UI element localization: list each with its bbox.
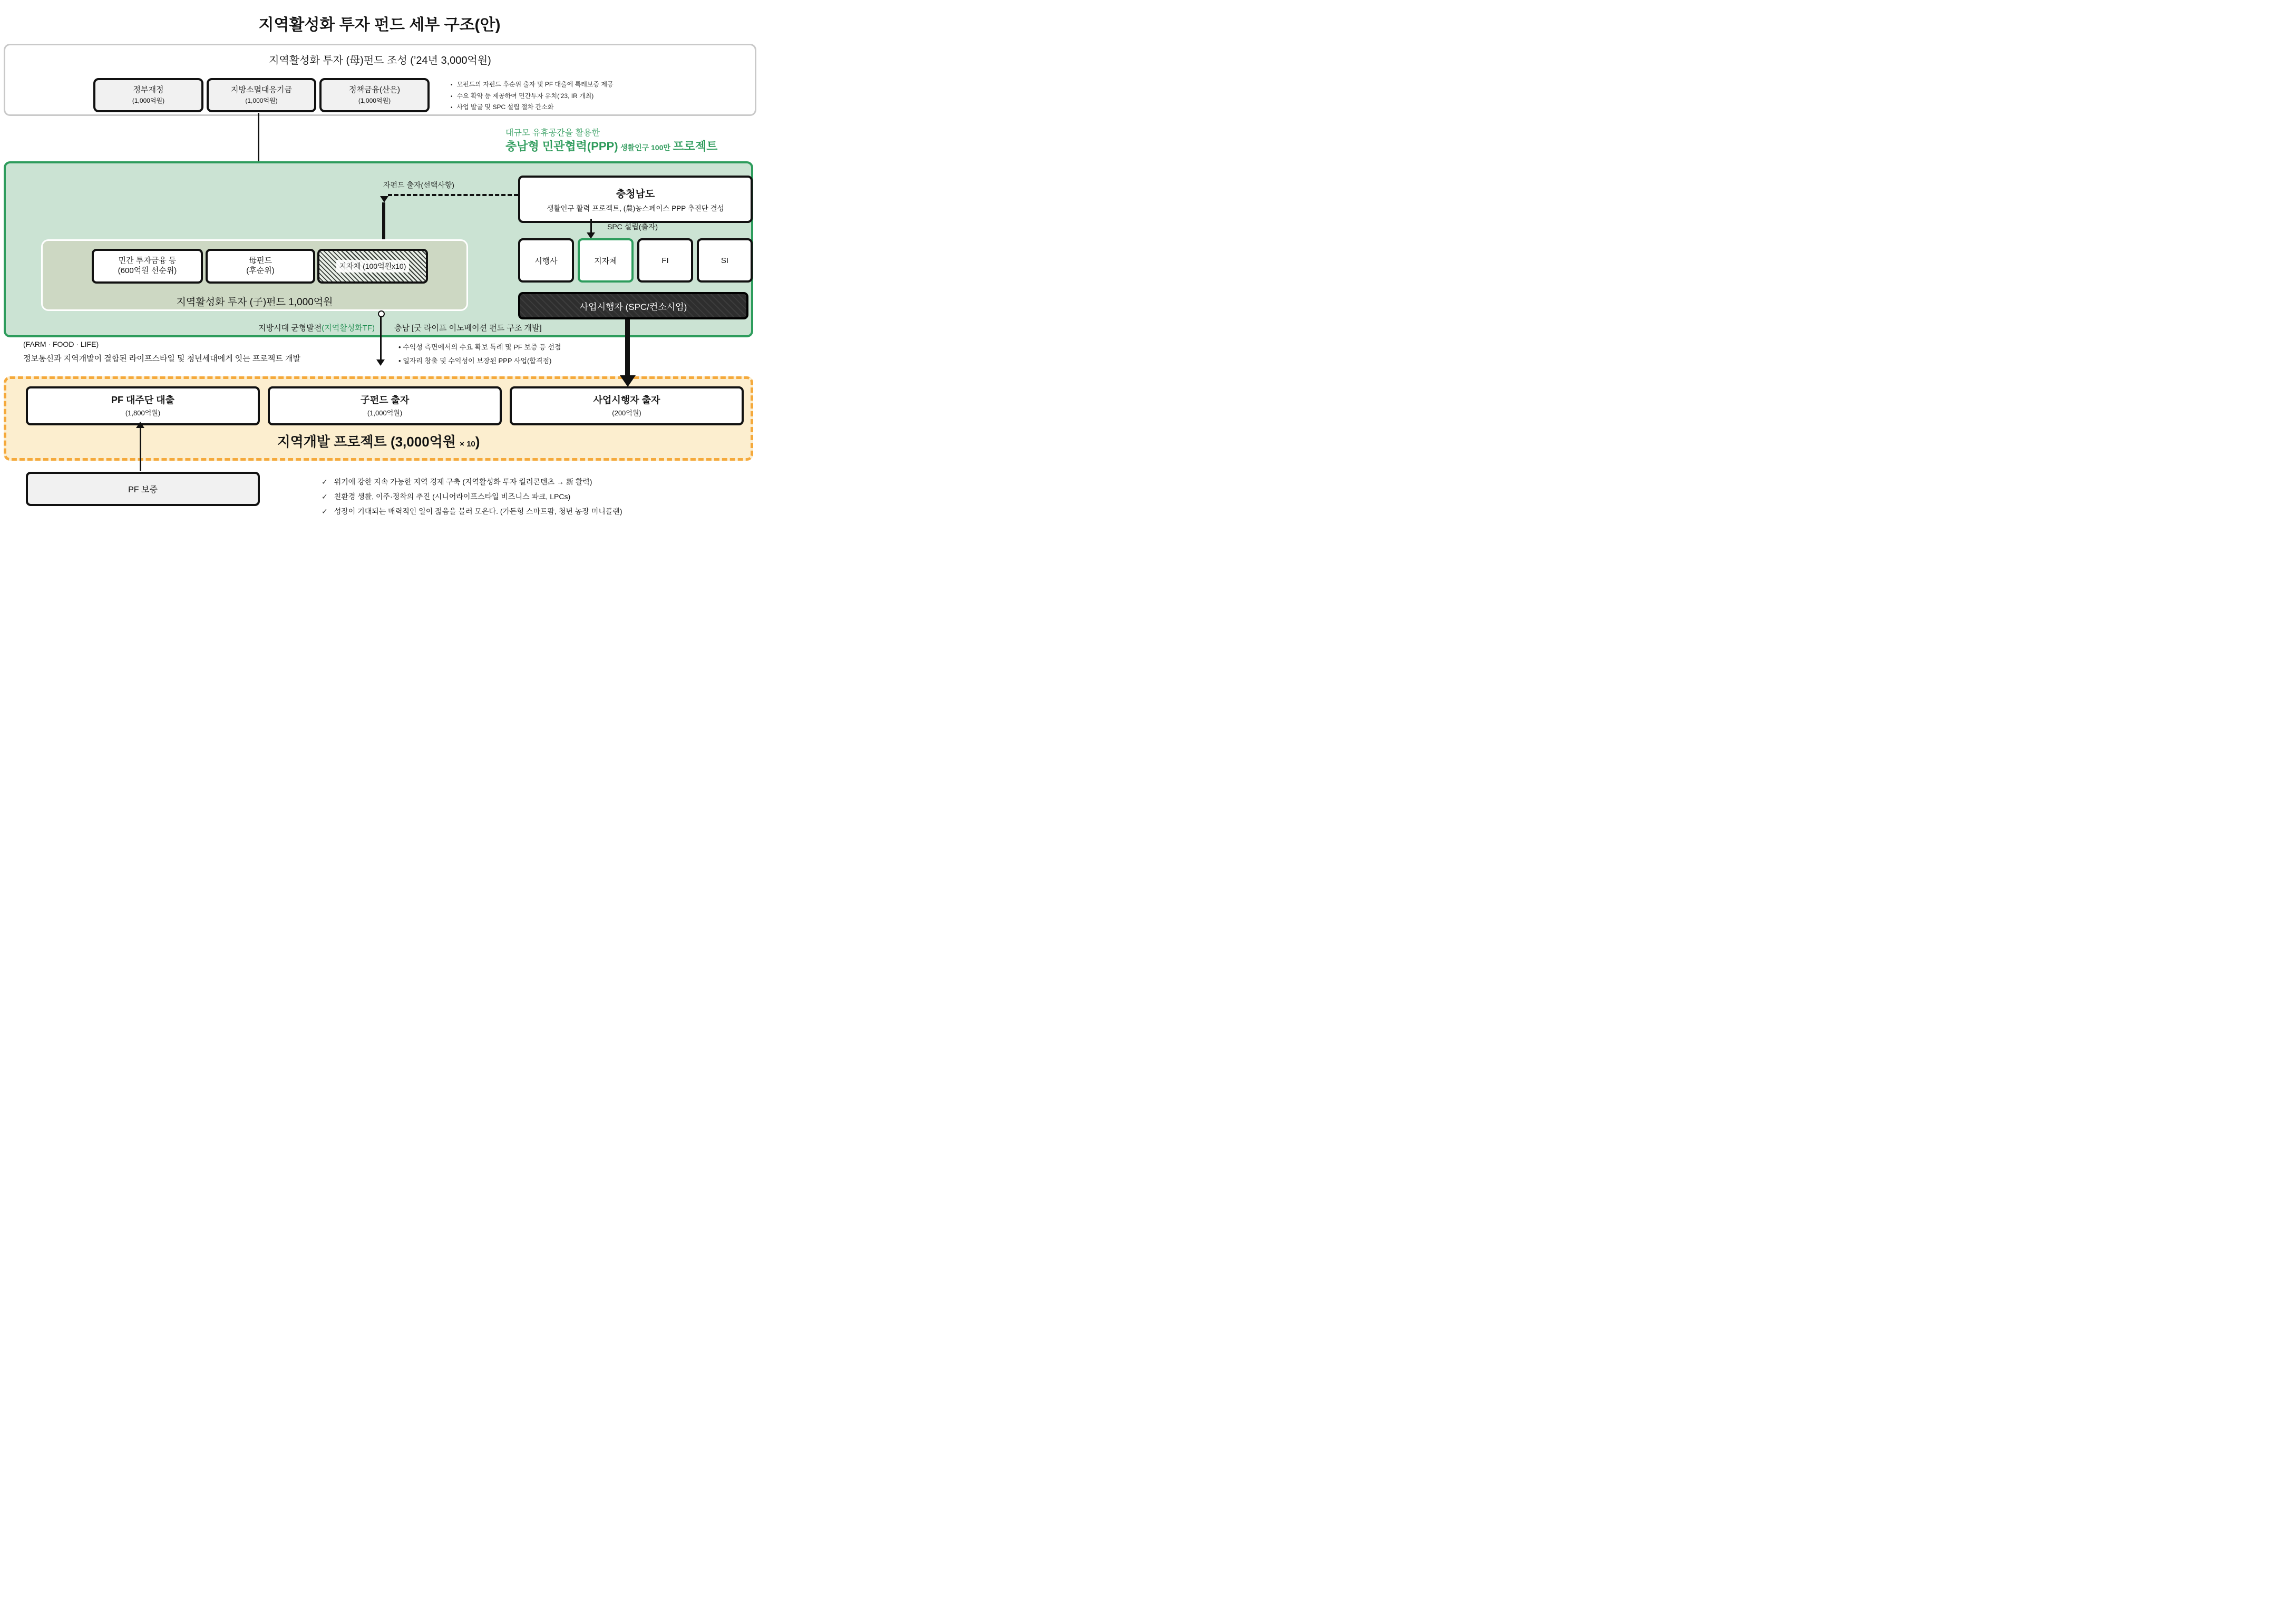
outcome-text: 성장이 기대되는 매력적인 일이 젊음을 불러 모은다. (가든형 스마트팜, 청년 농장 미니플랜) bbox=[334, 507, 622, 516]
bullet-icon: • bbox=[398, 343, 401, 351]
fund-source-local-extinction-box bbox=[207, 78, 316, 112]
fund-source-amount: (1,000억원) bbox=[132, 97, 165, 105]
bullet-icon: • bbox=[398, 357, 401, 365]
ppp-header-line1: 대규모 유휴공간을 활용한 bbox=[505, 129, 600, 138]
project-box-amount: (200억원) bbox=[612, 409, 641, 417]
project-box-name: PF 대주단 대출 bbox=[111, 395, 174, 406]
bullet-icon: • bbox=[451, 105, 453, 111]
project-box-pf-loan bbox=[26, 386, 260, 425]
spc-operator-label: 사업시행자 (SPC/컨소시엄) bbox=[579, 302, 687, 312]
check-icon: ✓ bbox=[322, 492, 328, 501]
investor-box-mother-fund bbox=[206, 249, 315, 284]
note-item bbox=[451, 79, 751, 91]
investor-box-private bbox=[92, 249, 203, 284]
project-label-mult: × 10 bbox=[460, 440, 475, 449]
footer-left-text: 지방시대 균형발전 bbox=[258, 324, 322, 333]
note-item bbox=[398, 354, 561, 368]
note-text: 사업 발굴 및 SPC 설립 절차 간소화 bbox=[456, 103, 554, 111]
farm-food-life-label: (FARM · FOOD · LIFE) bbox=[23, 340, 99, 348]
investor-amount: (후순위) bbox=[246, 266, 275, 275]
child-fund-label: 지역활성화 투자 (子)펀드 1,000억원 bbox=[176, 297, 333, 308]
diagram-canvas bbox=[0, 0, 759, 541]
outcome-text: 친환경 생활, 이주·정착의 추진 (시니어라이프스타일 비즈니스 파크, LPCs) bbox=[334, 492, 571, 501]
spc-setup-label: SPC 설립(출자) bbox=[607, 222, 658, 231]
outcome-item bbox=[322, 504, 622, 519]
fund-source-name: 정책금융(산은) bbox=[349, 85, 400, 94]
spc-contribution-arrow-line bbox=[625, 319, 630, 376]
green-footer-right: 충남 [굿 라이프 이노베이션 펀드 구조 개발] bbox=[394, 324, 542, 333]
chungnam-title: 충청남도 bbox=[616, 188, 655, 200]
mother-fund-notes bbox=[451, 79, 751, 113]
member-box-fi bbox=[637, 238, 693, 283]
pf-guarantee-arrowhead-icon bbox=[136, 422, 144, 428]
outcomes-list bbox=[322, 474, 622, 519]
check-icon: ✓ bbox=[322, 478, 328, 486]
fund-source-govt-box bbox=[93, 78, 203, 112]
note-text: 모펀드의 자펀드 후순위 출자 및 PF 대출에 특례보증 제공 bbox=[456, 81, 614, 88]
note-text: 수익성 측면에서의 수요 확보 특례 및 PF 보증 등 선점 bbox=[403, 343, 561, 351]
outcome-text: 위기에 강한 지속 가능한 지역 경제 구축 (지역활성화 투자 킬러콘텐츠 → 新 활력) bbox=[334, 478, 592, 486]
member-box-si bbox=[697, 238, 753, 283]
bullet-icon: • bbox=[451, 82, 453, 88]
outcome-item bbox=[322, 489, 622, 504]
subfund-arrowhead-icon bbox=[380, 196, 388, 202]
project-box-operator bbox=[510, 386, 744, 425]
note-item bbox=[451, 91, 751, 102]
fund-source-name: 지방소멸대응기금 bbox=[231, 85, 292, 94]
fund-source-name: 정부재정 bbox=[133, 85, 164, 94]
mother-fund-header: 지역활성화 투자 (母)펀드 조성 (’24년 3,000억원) bbox=[269, 55, 491, 66]
note-text: 일자리 창출 및 수익성이 보장된 PPP 사업(합격점) bbox=[403, 357, 552, 365]
outcome-item bbox=[322, 474, 622, 489]
investor-name: 지자체 (100억원x10) bbox=[336, 260, 410, 273]
spc-setup-arrow-line bbox=[590, 219, 592, 234]
ppp-header-line2 bbox=[505, 139, 717, 154]
project-box-amount: (1,800억원) bbox=[125, 409, 161, 417]
project-box-amount: (1,000억원) bbox=[367, 409, 403, 417]
member-label: SI bbox=[721, 256, 729, 265]
childfund-down-arrowhead-icon bbox=[376, 359, 385, 366]
chungnam-box bbox=[518, 176, 753, 223]
connector-circle-icon bbox=[378, 310, 385, 317]
note-text: 수요 확약 등 제공하여 민간투자 유치(’23, IR 개최) bbox=[456, 92, 594, 100]
page-title: 지역활성화 투자 펀드 세부 구조(안) bbox=[258, 16, 501, 34]
spc-operator-box bbox=[518, 292, 748, 319]
spc-contribution-arrowhead-icon bbox=[620, 375, 636, 387]
investor-amount: (600억원 선순위) bbox=[118, 266, 177, 275]
project-box-name: 子펀드 출자 bbox=[360, 395, 410, 406]
subfund-dashed-line bbox=[388, 194, 518, 196]
project-box-name: 사업시행자 출자 bbox=[593, 395, 660, 406]
ppp-header-bold2: 프로젝트 bbox=[673, 139, 718, 153]
subfund-optional-label: 자펀드 출자(선택사항) bbox=[383, 181, 454, 189]
footer-left-green-text: (지역활성화TF) bbox=[322, 324, 375, 333]
member-box-developer bbox=[518, 238, 574, 283]
fund-source-amount: (1,000억원) bbox=[245, 97, 278, 105]
pf-guarantee-label: PF 보증 bbox=[128, 485, 158, 494]
project-label bbox=[4, 431, 753, 451]
ppp-project-header bbox=[505, 128, 717, 154]
member-label: FI bbox=[661, 256, 669, 265]
childfund-down-arrow-line bbox=[380, 316, 382, 361]
green-footer-left bbox=[207, 322, 375, 333]
investor-name: 민간 투자금융 등 bbox=[118, 256, 177, 266]
fund-source-amount: (1,000억원) bbox=[358, 97, 391, 105]
member-label: 시행사 bbox=[534, 256, 558, 266]
pf-guarantee-arrow-line bbox=[140, 428, 141, 471]
investor-box-municipality bbox=[317, 249, 428, 284]
note-item bbox=[451, 102, 751, 113]
member-box-municipality bbox=[578, 238, 634, 283]
member-label: 지자체 bbox=[594, 256, 617, 266]
pf-guarantee-box bbox=[26, 472, 260, 506]
bullet-icon: • bbox=[451, 93, 453, 100]
mother-fund-section bbox=[4, 44, 756, 116]
chungnam-subtitle: 생활인구 활력 프로젝트, (農)농스페이스 PPP 추진단 결성 bbox=[547, 204, 724, 212]
fund-source-policy-finance-box bbox=[319, 78, 430, 112]
project-label-main: 지역개발 프로젝트 (3,000억원 bbox=[277, 434, 456, 450]
project-label-close: ) bbox=[475, 434, 480, 450]
investor-name: 母펀드 bbox=[249, 256, 272, 266]
farm-project-desc: 정보통신과 지역개발이 결합된 라이프스타일 및 청년세대에게 잇는 프로젝트 개발 bbox=[23, 354, 301, 363]
note-item bbox=[398, 341, 561, 354]
project-box-child-fund bbox=[268, 386, 502, 425]
chungnam-notes bbox=[398, 341, 561, 368]
check-icon: ✓ bbox=[322, 507, 328, 516]
ppp-header-bold: 충남형 민관협력(PPP) bbox=[505, 139, 618, 153]
ppp-header-small: 생활인구 100만 bbox=[620, 143, 670, 152]
